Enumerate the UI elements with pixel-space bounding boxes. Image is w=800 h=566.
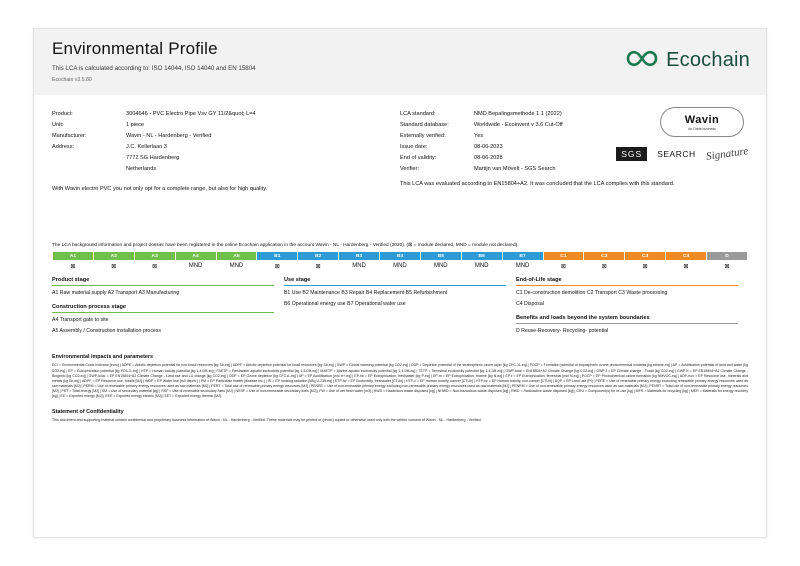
product-stage-block (52, 277, 274, 297)
benefits-stage-title: Benefits and loads beyond the system boundaries (516, 315, 738, 324)
meta-key: Verifier: (400, 165, 419, 172)
meta-key: LCA standard: (400, 111, 436, 117)
wavin-logo (660, 107, 744, 137)
meta-value: Martijn van Mövelt - SGS Search (474, 165, 556, 172)
metadata-row (52, 131, 400, 142)
document-header (34, 29, 766, 95)
stage-column-use (284, 277, 516, 343)
sgs-badge: SGS (616, 147, 647, 161)
impacts-heading: Environmental impacts and parameters (52, 354, 153, 361)
confidentiality-heading: Statement of Confidentiality (52, 408, 124, 415)
confidentiality-body: This document and supporting material contain confidential and proprietary business information of Wavin - NL - Hardenberg - Verified. These materials may be printed or (photo) copied or otherwise used only with the written consent of Wavin - NL - Hardenberg - Verified. (52, 417, 482, 422)
module-value-cell: ⊠ (543, 261, 584, 272)
module-code-cell: A3 (134, 252, 175, 261)
stage-column-product (52, 277, 284, 343)
verifier-signature: Signature (704, 145, 749, 163)
module-value-cell: MND (175, 261, 216, 272)
modules-table (52, 251, 748, 272)
module-value-cell: ⊠ (625, 261, 666, 272)
environmental-profile-sheet (33, 28, 767, 538)
metadata-row (52, 153, 400, 164)
module-code-cell: B5 (420, 252, 461, 261)
use-stage-line: B6 Operational energy use B7 Operational water use (283, 300, 406, 307)
construction-stage-line: A4 Transport gate to site (52, 316, 109, 323)
meta-value: 7772 SG Hardenberg (126, 154, 180, 161)
product-note: With Wavin electro PVC you not only opt for a complete range, but also for high quality. (52, 186, 268, 193)
module-code-cell: C3 (625, 252, 666, 261)
metadata-row (400, 164, 748, 175)
meta-key: Issue date: (400, 143, 428, 150)
module-value-cell: MND (502, 261, 543, 272)
module-value-cell: MND (461, 261, 502, 272)
meta-key: Product: (52, 111, 73, 117)
modules-value-row (53, 261, 748, 272)
meta-value: Worldwide - Ecoinvent v 3.6 Cut-Off (474, 121, 563, 128)
module-code-cell: A1 (53, 252, 94, 261)
meta-value: NMD Bepalingsmethode 1.1 (2022) (474, 111, 562, 117)
ecochain-wordmark: Ecochain (666, 49, 750, 71)
use-stage-block (284, 277, 506, 309)
modules-table-section (34, 243, 766, 272)
module-value-cell: ⊠ (298, 261, 339, 272)
metadata-left (52, 109, 400, 174)
metadata-row (52, 120, 400, 131)
meta-value: 08-06-2028 (474, 154, 503, 161)
meta-value: Yes (474, 132, 484, 139)
module-value-cell: ⊠ (53, 261, 94, 272)
meta-key: Unit: (52, 121, 64, 128)
meta-value: Wavin - NL - Hardenberg - Verified (126, 132, 212, 139)
module-value-cell: MND (380, 261, 421, 272)
meta-value: 1 piece (126, 121, 145, 128)
module-code-cell: A2 (93, 252, 134, 261)
module-code-cell: B3 (339, 252, 380, 261)
wavin-wordmark: Wavin (684, 113, 720, 126)
module-code-cell: A4 (175, 252, 216, 261)
eol-stage-line: C4 Disposal (515, 300, 544, 307)
eol-stage-title: End-of-Life stage (516, 277, 738, 286)
certification-marks (616, 147, 748, 161)
module-code-cell: C1 (543, 252, 584, 261)
product-stage-line: A1 Raw material supply A2 Transport A3 Manufacturing (52, 289, 180, 296)
meta-key: Manufacturer: (52, 132, 87, 139)
wavin-tagline: An Orbia business (688, 126, 716, 131)
metadata-row (52, 142, 400, 153)
module-value-cell: ⊠ (666, 261, 707, 272)
metadata-section (34, 95, 766, 207)
module-code-cell: D (707, 252, 748, 261)
meta-value: 08-06-2023 (474, 143, 503, 150)
meta-key: Externally verified: (400, 132, 446, 139)
module-value-cell: ⊠ (93, 261, 134, 272)
search-wordmark: SEARCH (657, 149, 696, 159)
module-value-cell: ⊠ (707, 261, 748, 272)
use-stage-title: Use stage (284, 277, 506, 286)
impacts-section (34, 354, 766, 398)
header-subtitle: This LCA is calculated according to: ISO 14044, ISO 14040 and EN 15804 (52, 65, 256, 72)
verification-note: This LCA was evaluated according to EN15804+A2. It was concluded that the LCA complies with this standard. (400, 181, 675, 187)
eol-stage-line: C1 De-construction demolition C2 Transport C3 Waste processing (515, 289, 668, 296)
module-code-cell: B2 (298, 252, 339, 261)
meta-value: J.C. Kellerlaan 3 (126, 143, 168, 150)
module-value-cell: MND (420, 261, 461, 272)
construction-stage-block (52, 304, 274, 336)
infinity-icon (625, 50, 659, 72)
metadata-row (52, 109, 400, 120)
modules-code-row (53, 252, 748, 261)
eol-stage-block (516, 277, 738, 309)
meta-key (52, 153, 126, 164)
modules-caption: The LCA background information and project dossier have been registered in the online Ecochain application in the account Wavin - NL - Hardenberg - Verified (2020), (⊠ = module declared, MND = module not declared). (52, 243, 519, 248)
meta-key: Standard database: (400, 121, 449, 128)
module-code-cell: B7 (502, 252, 543, 261)
construction-stage-line: A5 Assembly / Construction installation process (52, 328, 161, 335)
confidentiality-section (34, 409, 766, 422)
construction-stage-title: Construction process stage (52, 304, 274, 313)
metadata-row (52, 164, 400, 175)
meta-key: Address: (52, 143, 75, 150)
meta-key (52, 164, 126, 175)
product-stage-title: Product stage (52, 277, 274, 286)
module-code-cell: B1 (257, 252, 298, 261)
meta-value: 3004646 - PVC Electro Pipe Vsv GY 11/2&quot; L=4 (126, 111, 256, 117)
stage-column-eol (516, 277, 748, 343)
module-value-cell: ⊠ (257, 261, 298, 272)
module-value-cell: ⊠ (584, 261, 625, 272)
module-code-cell: B6 (461, 252, 502, 261)
module-value-cell: ⊠ (134, 261, 175, 272)
benefits-stage-block (516, 315, 738, 335)
module-code-cell: C2 (584, 252, 625, 261)
meta-value: Netherlands (126, 165, 157, 172)
meta-key: End of validity: (400, 154, 437, 161)
benefits-stage-line: D Reuse-Recovery- Recycling- potential (515, 328, 609, 335)
module-code-cell: C4 (666, 252, 707, 261)
module-value-cell: MND (216, 261, 257, 272)
module-code-cell: A5 (216, 252, 257, 261)
ecochain-logo (625, 49, 750, 72)
use-stage-line: B1 Use B2 Maintenance B3 Repair B4 Replacement B5 Refurbishment (283, 289, 448, 296)
module-code-cell: B4 (380, 252, 421, 261)
module-value-cell: MND (339, 261, 380, 272)
header-version: Ecochain v3.5.80 (52, 77, 92, 83)
page-title: Environmental Profile (52, 39, 218, 58)
lifecycle-stages (34, 277, 766, 343)
impacts-body: ECI = Environmental Costs Indicator [euro] | ADPE = Abiotic depletion potential for non-fossil resources [kg Sb-eq] | ADPF = Abiotic depletion potential for fossil resources [kg Sb-eq] | GWP = Global warming potential [kg CO2-eq] | ODP = Depletion potential of the stratospheric ozone layer [kg CFC-11-eq] | POCP = Formation potential of tropospheric ozone photochemical oxidants [kg ethane-eq] | AP = Acidification potential of land and water [kg SO2-eq] | EP = Eutrophication potential [kg PO4-3--eq] | HTP = Human toxicity potential [kg 1,4-DB-eq] | FAETP = Freshwater aquatic ecotoxicity potential [kg 1,4-DB-eq] | MAETP = Marine aquatic ecotoxicity potential [kg 1,4-DB-eq] | TETP = Terrestrial ecotoxicity potential [kg 1,4-DB-eq] | GWP-total = EN15804+A2 Climate Change [kg CO2-eq] | GWP-f = EP Climate change - Fossil [kg CO2-eq] | GWP-b = EP EN15804+A2 Climate Change - Biogenic [kg CO2-eq] | GWP-luluc = EP EN15804+A2 Climate Change - Land use and LU change [kg CO2-eq] | ODP = EP Ozone depletion [kg CFC11-eq] | AP = EP Acidification [mol H+-eq] | EP-fw = EP Eutrophication, freshwater [kg P-eq] | EP-m = EP Eutrophication, marine [kg N-eq] | EP-t = EP Eutrophication, terrestrial [mol N-eq] | POCP = EP Photochemical ozone formation [kg NMVOC-eq] | ADP-non = EP Resource use, minerals and metals [kg Sb-eq] | ADPF = EP Resource use, fossils [MJ] | WDP = EP Water use [m3 depriv.] | PM = EP Particulate matter [disease inc.] | IR = EP Ionising radiation [kBq U-235-eq] | ETP-fw = EP Ecotoxicity, freshwater [CTUe] | HTP-c = EP Human toxicity, cancer [CTUh] | HTP-nc = EP Human toxicity, non-cancer [CTUh] | SQP = EP Land use [Pt] | PERE = Use of renewable primary energy excluding renewable primary energy resources used as raw materials [MJ] | PERM = Use of renewable primary energy resources used as raw materials [MJ] | PERT = Total use of renewable primary energy resources [MJ] | PENRE = Use of non-renewable primary energy excluding non-renewable primary energy resources used as raw materials [MJ] | PENRM = Use of non-renewable primary energy resources used as raw materials [MJ] | PENRT = Total use of non-renewable primary energy resources [MJ] | PET = Total energy [MJ] | SM = Use of secondary material [kg] | RSF = Use of renewable secondary fuels [MJ] | NRSF = Use of non-renewable secondary fuels [MJ] | FW = Use of net fresh water [m3] | HWD = Hazardous waste disposed [kg] | NHWD = Non-hazardous waste disposed [kg] | RWD = Radioactive waste disposed [kg] | CRU = Component(s) for re-use [kg] | MFR = Materials for recycling [kg] | MER = Materials for energy recovery [kg] | EE = Exported energy [MJ] | EEE = Exported energy electric [MJ] | EET = Exported energy thermic [MJ]. (52, 363, 748, 398)
